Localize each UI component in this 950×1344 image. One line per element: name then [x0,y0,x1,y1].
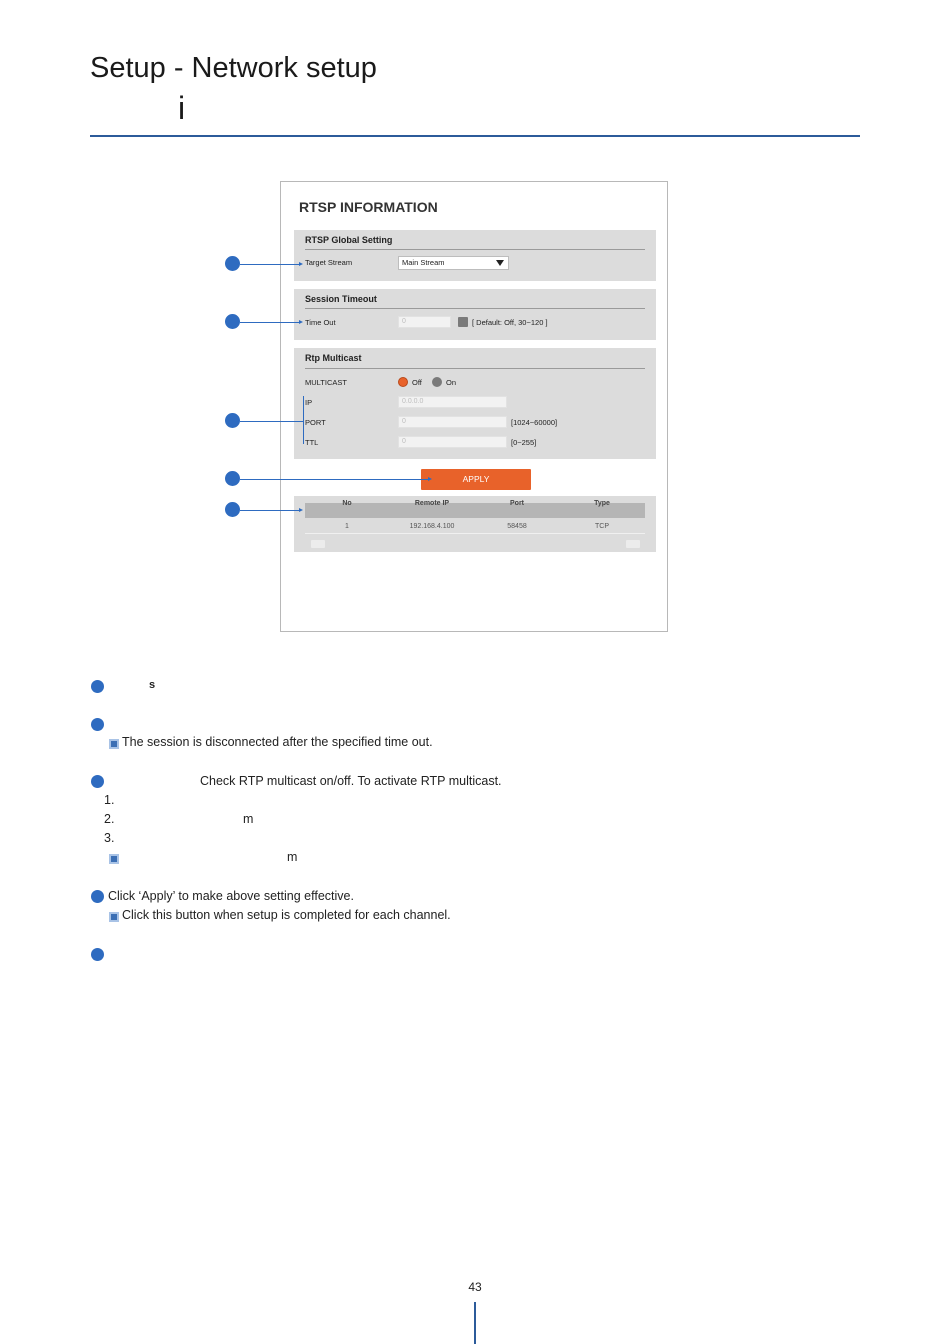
callout-marker-4 [225,471,240,486]
description-3-step-3: 3. [104,831,115,845]
chevron-down-icon [496,260,504,266]
description-bullet-1 [91,680,104,693]
multicast-port-label: PORT [305,418,326,427]
callout-leader-2 [240,322,299,323]
column-header-port: Port [510,500,524,507]
description-3-note: m [287,850,298,864]
description-2-note: The session is disconnected after the specified time out. [122,735,433,749]
callout-leader-5 [240,510,299,511]
table-row-divider [305,533,645,534]
rtsp-information-screenshot [280,181,668,632]
table-cell-no: 1 [345,523,349,530]
description-3-step-2: 2. [104,812,115,826]
column-header-no: No [342,500,352,507]
multicast-on-label: On [446,378,457,387]
description-3-step-1: 1. [104,793,115,807]
section-divider [305,368,645,369]
arrow-icon [299,508,303,512]
description-bullet-2 [91,718,104,731]
multicast-ttl-label: TTL [305,438,319,447]
description-bullet-4 [91,890,104,903]
title-underline [90,135,860,137]
callout-bracket-3 [303,396,304,444]
page-number: 43 [468,1280,482,1294]
apply-button[interactable]: APPLY [421,469,531,490]
multicast-label: MULTICAST [305,378,347,387]
prev-page-button[interactable] [311,540,325,548]
multicast-port-hint: [1024~60000] [511,418,558,427]
section-divider [305,249,645,250]
page-footer-bar [474,1302,476,1344]
multicast-on-radio[interactable] [432,377,442,387]
note-icon [109,739,119,749]
time-out-input[interactable]: 0 [398,316,451,328]
multicast-port-input[interactable]: 0 [398,416,507,428]
page-subtitle-glyph: i [178,90,186,126]
rtp-multicast-heading: Rtp Multicast [305,353,362,363]
callout-leader-4 [240,479,428,480]
time-out-hint: [ Default: Off, 30~120 ] [472,318,548,327]
column-header-remote-ip: Remote IP [414,500,450,507]
section-divider [305,308,645,309]
rtsp-global-setting-heading: RTSP Global Setting [305,235,393,245]
callout-marker-3 [225,413,240,428]
session-timeout-section [294,289,656,340]
multicast-ip-label: IP [305,398,313,407]
column-header-type: Type [594,500,610,507]
note-icon [109,854,119,864]
target-stream-value: Main Stream [402,258,445,267]
description-bullet-3 [91,775,104,788]
multicast-off-label: Off [412,378,422,387]
multicast-ip-input[interactable]: 0.0.0.0 [398,396,507,408]
callout-leader-1 [240,264,299,265]
rtsp-session-table [294,496,656,552]
rtsp-information-title: RTSP INFORMATION [299,199,438,215]
callout-marker-2 [225,314,240,329]
multicast-ttl-hint: [0~255] [511,438,537,447]
multicast-ttl-input[interactable]: 0 [398,436,507,448]
table-cell-remote-ip: 192.168.4.100 [409,523,455,530]
callout-marker-5 [225,502,240,517]
description-4-note: Click this button when setup is completed for each channel. [122,908,451,922]
description-1-text: s [149,679,156,691]
time-out-label: Time Out [305,318,336,327]
rtsp-global-setting-section [294,230,656,281]
table-cell-port: 58458 [507,523,527,530]
callout-leader-3 [240,421,303,422]
description-4-text: Click ‘Apply’ to make above setting effective. [108,889,354,903]
multicast-off-radio[interactable] [398,377,408,387]
arrow-icon [428,477,432,481]
session-timeout-heading: Session Timeout [305,294,377,304]
description-3-text: Check RTP multicast on/off. To activate RTP multicast. [200,774,502,788]
target-stream-select[interactable] [398,256,509,270]
description-3-step-2-text: m [243,812,254,826]
rtp-multicast-section [294,348,656,459]
callout-marker-1 [225,256,240,271]
note-icon [109,912,119,922]
table-cell-type: TCP [595,523,609,530]
arrow-icon [299,262,303,266]
target-stream-label: Target Stream [305,258,353,267]
arrow-icon [299,320,303,324]
time-out-checkbox[interactable] [458,317,468,327]
description-bullet-5 [91,948,104,961]
page-title: Setup - Network setup [90,52,377,84]
next-page-button[interactable] [626,540,640,548]
